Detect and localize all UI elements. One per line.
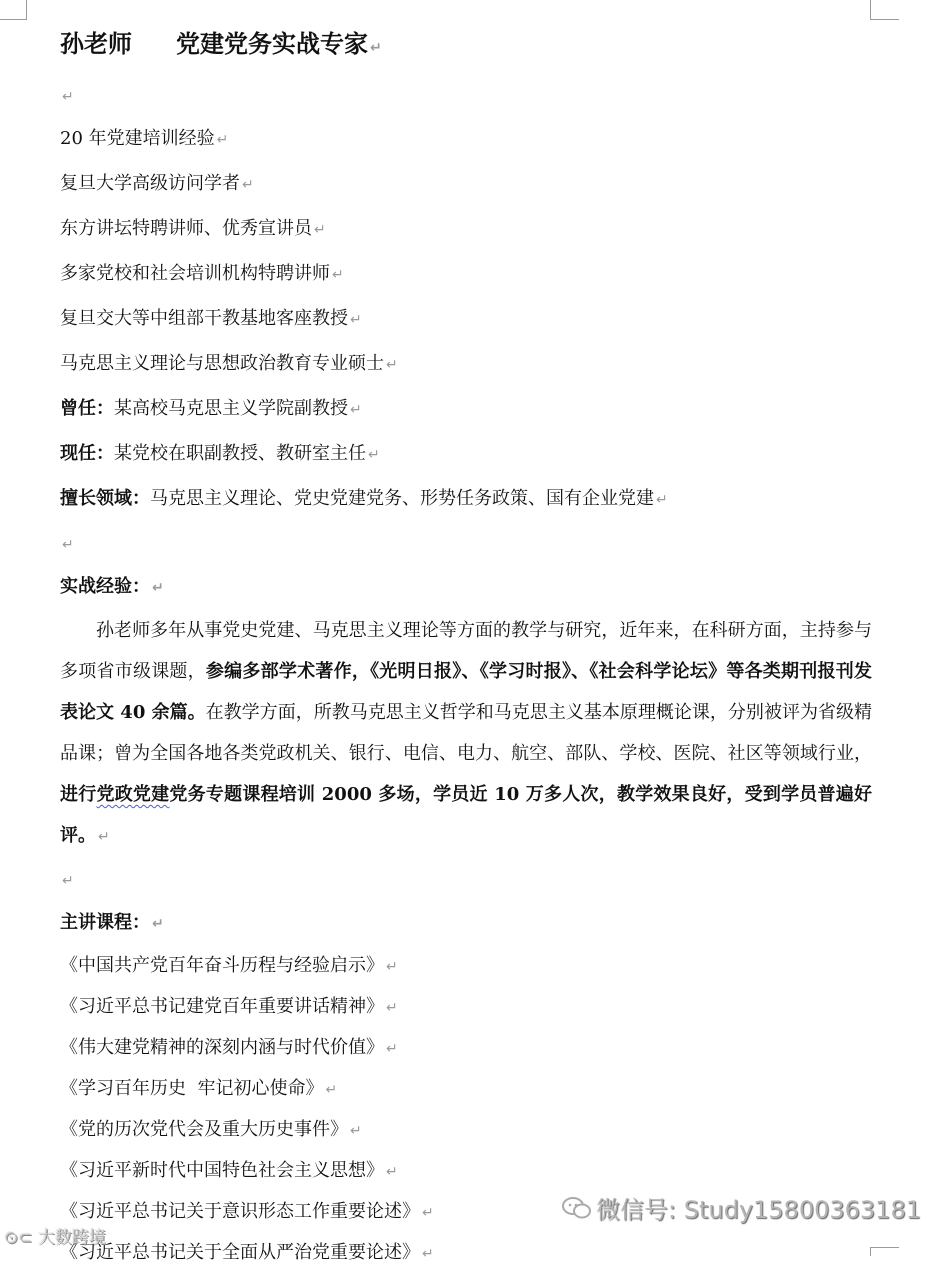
current-position: 现任：某党校在职副教授、教研室主任 ↵ [60,443,380,464]
teacher-name: 孙老师 [60,29,132,58]
teacher-title: 党建党务实战专家 [176,29,368,58]
former-position: 曾任：某高校马克思主义学院副教授 ↵ [60,398,362,419]
empty-paragraph: ↵ [62,89,74,105]
credential-line: 东方讲坛特聘讲师、优秀宣讲员 ↵ [60,218,326,239]
credential-line: 马克思主义理论与思想政治教育专业硕士 ↵ [60,353,398,374]
empty-paragraph: ↵ [62,873,74,889]
paragraph-mark: ↵ [370,40,382,56]
spellcheck-squiggle: 党政党建 [96,784,170,805]
page-corner-mark-top-right [870,0,899,20]
course-item: 《伟大建党精神的深刻内涵与时代价值》 ↵ [60,1037,398,1058]
courses-heading: 主讲课程： ↵ [60,912,164,933]
document-title [60,28,880,64]
credential-line: 多家党校和社会培训机构特聘讲师 ↵ [60,263,344,284]
logo-icon: ⊙⊂ [4,1228,38,1248]
watermark-left: ⊙⊂ 大数跨境 [4,1228,106,1248]
course-item: 《习近平总书记关于意识形态工作重要论述》 ↵ [60,1201,434,1222]
experience-heading: 实战经验： ↵ [60,576,164,597]
course-item: 《学习百年历史 牢记初心使命》 ↵ [60,1078,338,1099]
expertise-line: 擅长领域：马克思主义理论、党史党建党务、形势任务政策、国有企业党建 ↵ [60,488,668,509]
course-item: 《中国共产党百年奋斗历程与经验启示》 ↵ [60,955,398,976]
course-item: 《习近平新时代中国特色社会主义思想》 ↵ [60,1160,398,1181]
watermark-right: 微信号: Study15800363181 [562,1190,921,1226]
document-page [60,28,880,1274]
credential-line: 复旦交大等中组部干教基地客座教授 ↵ [60,308,362,329]
page-corner-mark-top-left [0,0,27,20]
course-item: 《习近平总书记关于全面从严治党重要论述》 ↵ [60,1242,434,1263]
credential-line: 20 年党建培训经验 ↵ [60,128,229,149]
wechat-icon [562,1196,592,1226]
empty-paragraph: ↵ [62,537,74,553]
course-item: 《习近平总书记建党百年重要讲话精神》 ↵ [60,996,398,1017]
course-item: 《党的历次党代会及重大历史事件》 ↵ [60,1119,362,1140]
experience-paragraph: 孙老师多年从事党史党建、马克思主义理论等方面的教学与研究，近年来，在科研方面，主持参与多项省市级课题，参编多部学术著作，《光明日报》、《学习时报》、《社会科学论坛》等各类期刊报刊发表论文 40 余篇。在教学方面，所教马克思主义哲学和马克思主义基本原理概论课，分别被评为省级精品课；曾为全国各地各类党政机关、银行、电信、电力、航空、部队、学校、医院、社区等领域行业，进行党政党建党务专题课程培训 2000 多场，学员近 10 万多人次，教学效果良好，受到学员普遍好评。 ↵ [60,620,873,846]
credential-line: 复旦大学高级访问学者 ↵ [60,173,254,194]
